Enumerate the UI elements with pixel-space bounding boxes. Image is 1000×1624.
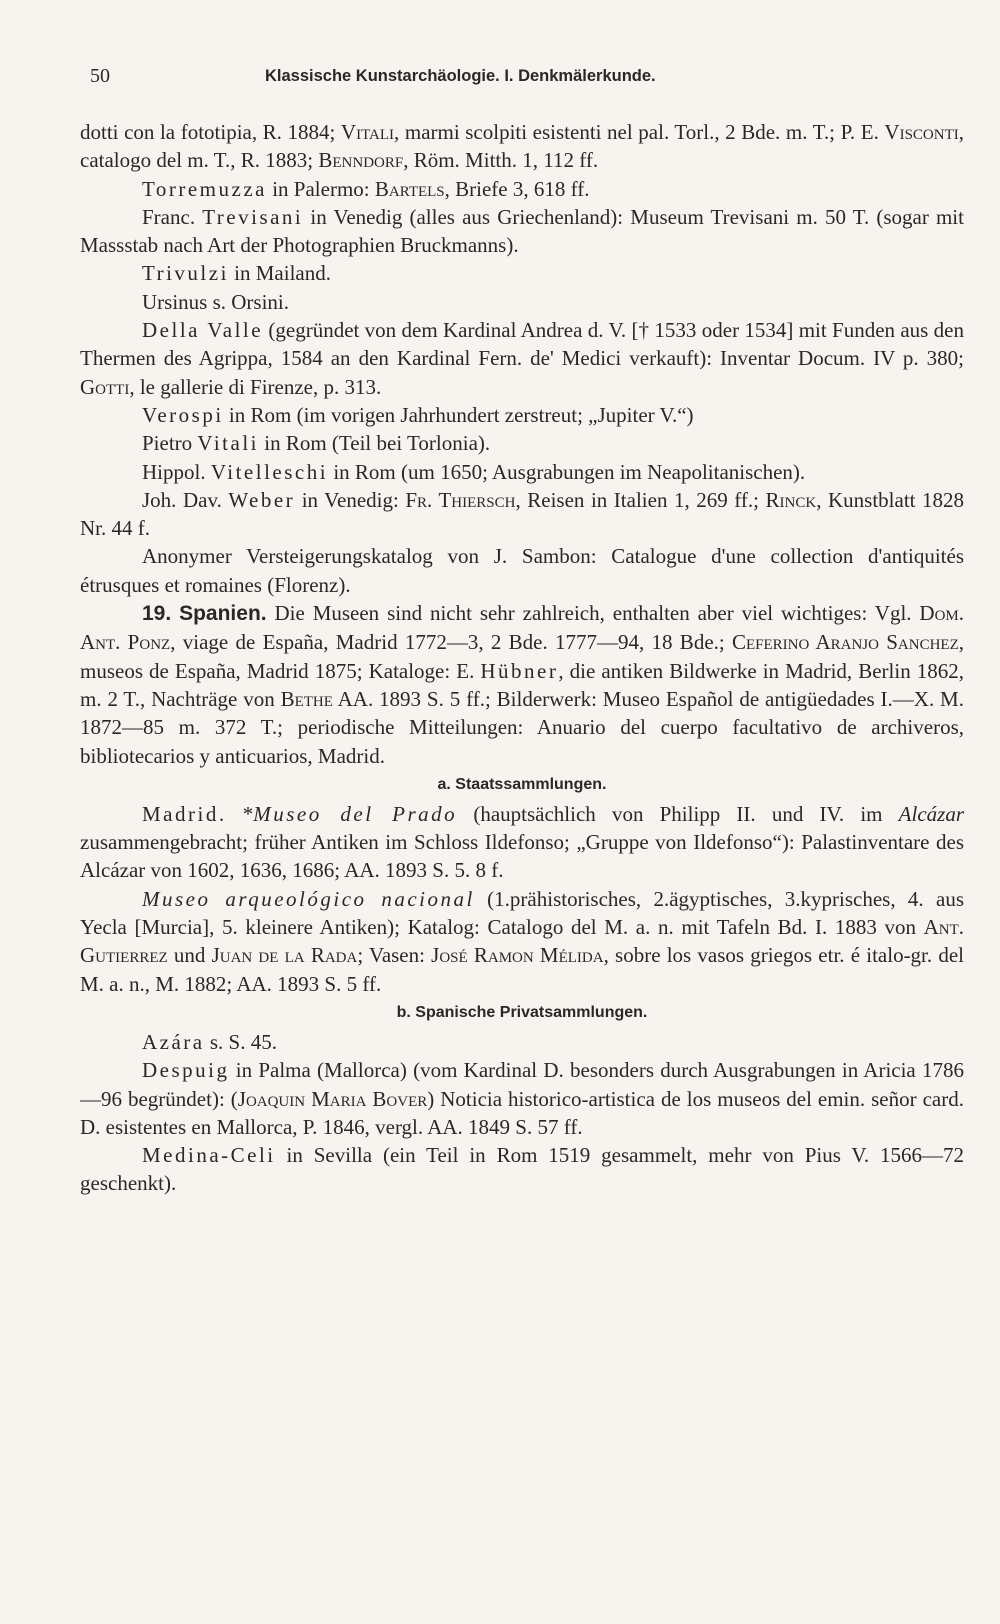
running-head (80, 56, 964, 96)
author-name: José Ramon Mélida (431, 943, 604, 968)
collection-name: Vitelleschi (210, 459, 329, 484)
entry-museo-arqueologico: Museo arqueológico nacional (1.prähistorisches, 2.ägyptisches, 3.kyprisches, 4. aus Yecla [Murcia], 5. kleinere Antiken); Katalog: Catalogo del M. a. n. mit Tafeln Bd. I. 1883 von Ant. Gutierrez und Juan de la Rada; Vasen: José Ramon Mélida, sobre los vasos griegos etr. é italo-gr. del M. a. n., M. 1882; AA. 1893 S. 5 ff. (80, 886, 964, 996)
author-name: Benndorf (318, 148, 404, 173)
collection-name: Verospi (142, 402, 224, 427)
subheading-privatsammlungen: b. Spanische Privatsammlungen. (396, 1003, 648, 1021)
collection-name: Weber (228, 487, 296, 512)
author-name: Vitali (340, 120, 395, 144)
author-name: Visconti (884, 120, 959, 144)
place-name: Alcázar (898, 801, 964, 826)
entry-della-valle: Della Valle (gegründet von dem Kardinal Andrea d. V. [† 1533 oder 1534] mit Funden aus den Thermen des Agrippa, 1584 an den Kardinal Fern. de' Medici verkauft): Inventar Docum. IV p. 380; Gotti, le gallerie di Firenze, p. 313. (80, 318, 964, 399)
running-title: Klassische Kunstarchäologie. I. Denkmälerkunde. (265, 67, 656, 85)
section-19-spanien: 19. Spanien. Die Museen sind nicht sehr zahlreich, enthalten aber viel wichtiges: Vgl. Dom. Ant. Ponz, viage de España, Madrid 1772—3, 2 Bde. 1777—94, 18 Bde.; Ceferino Aranjo Sanchez, museos de España, Madrid 1875; Kataloge: E. Hübner, die antiken Bildwerke in Madrid, Berlin 1862, m. 2 T., Nachträge von Bethe AA. 1893 S. 5 ff.; Bilderwerk: Museo Español de antigüedades I.—X. M. 1872—85 m. 372 T.; periodische Mitteilungen: Anuario del cuerpo facultativo de archiveros, bibliotecarios y anticuarios, Madrid. (80, 601, 965, 768)
museum-name: Museo del Prado (253, 801, 458, 826)
entry-trivulzi: Trivulzi in Mailand. (142, 261, 331, 286)
entry-ursinus: Ursinus s. Orsini. (142, 289, 290, 314)
entry-torremuzza: Torremuzza in Palermo: Bartels, Briefe 3, 618 ff. (142, 176, 590, 201)
entry-sambon: Anonymer Versteigerungskatalog von J. Sambon: Catalogue d'une collection d'antiquités étrusques et romaines (Florenz). (80, 544, 964, 597)
entry-azara: Azára s. S. 45. (142, 1029, 277, 1054)
section-number: 19. (142, 602, 172, 626)
author-name: Bartels (374, 176, 445, 201)
entry-pietro-vitali: Pietro Vitali in Rom (Teil bei Torlonia). (142, 431, 491, 456)
collection-name: Medina-Celi (142, 1143, 276, 1168)
subheading-staatssammlungen: a. Staatssammlungen. (437, 775, 607, 793)
author-name: Dom. Ant. Ponz (80, 601, 965, 655)
collection-name: Trivulzi (142, 261, 229, 286)
author-name: Fr. Thiersch (405, 487, 516, 512)
collection-name: Trevisani (202, 204, 304, 229)
page-number: 50 (90, 65, 110, 87)
collection-name: Despuig (142, 1058, 230, 1083)
collection-name: Azára (142, 1029, 205, 1054)
body-text (80, 118, 964, 1198)
collection-name: Torremuzza (142, 176, 267, 201)
collection-name: Madrid. (142, 801, 227, 826)
paragraph-1: dotti con la fototipia, R. 1884; Vitali, marmi scolpiti esistenti nel pal. Torl., 2 Bde. m. T.; P. E. Visconti, catalogo del m. T., R. 1883; Benndorf, Röm. Mitth. 1, 112 ff. (80, 120, 964, 173)
author-name: Gotti (80, 374, 130, 399)
author-name: Bethe (280, 686, 333, 711)
collection-name: Vitali (197, 431, 259, 456)
author-name: Juan de la Rada (211, 943, 358, 968)
page (80, 56, 964, 1198)
author-name: Ant. Gutierrez (80, 915, 964, 968)
author-name: Hübner (480, 658, 559, 683)
entry-verospi: Verospi in Rom (im vorigen Jahrhundert zerstreut; „Jupiter V.“) (142, 402, 694, 427)
entry-despuig: Despuig in Palma (Mallorca) (vom Kardinal D. besonders durch Ausgrabungen in Aricia 1786—96 begründet): (Joaquin Maria Bover) Noticia historico-artistica de los museos del emin. señor card. D. esistentes en Mallorca, P. 1846, vergl. AA. 1849 S. 57 ff. (80, 1058, 964, 1139)
author-name: Rinck (765, 487, 817, 512)
author-name: Ceferino Aranjo Sanchez (732, 630, 959, 655)
section-title: Spanien. (179, 602, 267, 626)
collection-name: Della Valle (142, 318, 264, 343)
entry-madrid-prado: Madrid. *Museo del Prado (hauptsächlich von Philipp II. und IV. im Alcázar zusammengebracht; früher Antiken im Schloss Ildefonso; „Gruppe von Ildefonso“): Palastinventare des Alcázar von 1602, 1636, 1686; AA. 1893 S. 5. 8 f. (80, 801, 964, 883)
entry-medina-celi: Medina-Celi in Sevilla (ein Teil in Rom 1519 gesammelt, mehr von Pius V. 1566—72 geschenkt). (80, 1143, 964, 1196)
entry-trevisani: Franc. Trevisani in Venedig (alles aus Griechenland): Museum Trevisani m. 50 T. (sogar mit Massstab nach Art der Photographien Bruckmanns). (80, 204, 964, 258)
museum-name: Museo arqueológico nacional (142, 886, 475, 911)
author-name: Joaquin Maria Bover (237, 1086, 428, 1111)
entry-weber: Joh. Dav. Weber in Venedig: Fr. Thiersch, Reisen in Italien 1, 269 ff.; Rinck, Kunstblatt 1828 Nr. 44 f. (80, 487, 965, 541)
entry-vitelleschi: Hippol. Vitelleschi in Rom (um 1650; Ausgrabungen im Neapolitanischen). (142, 459, 806, 484)
